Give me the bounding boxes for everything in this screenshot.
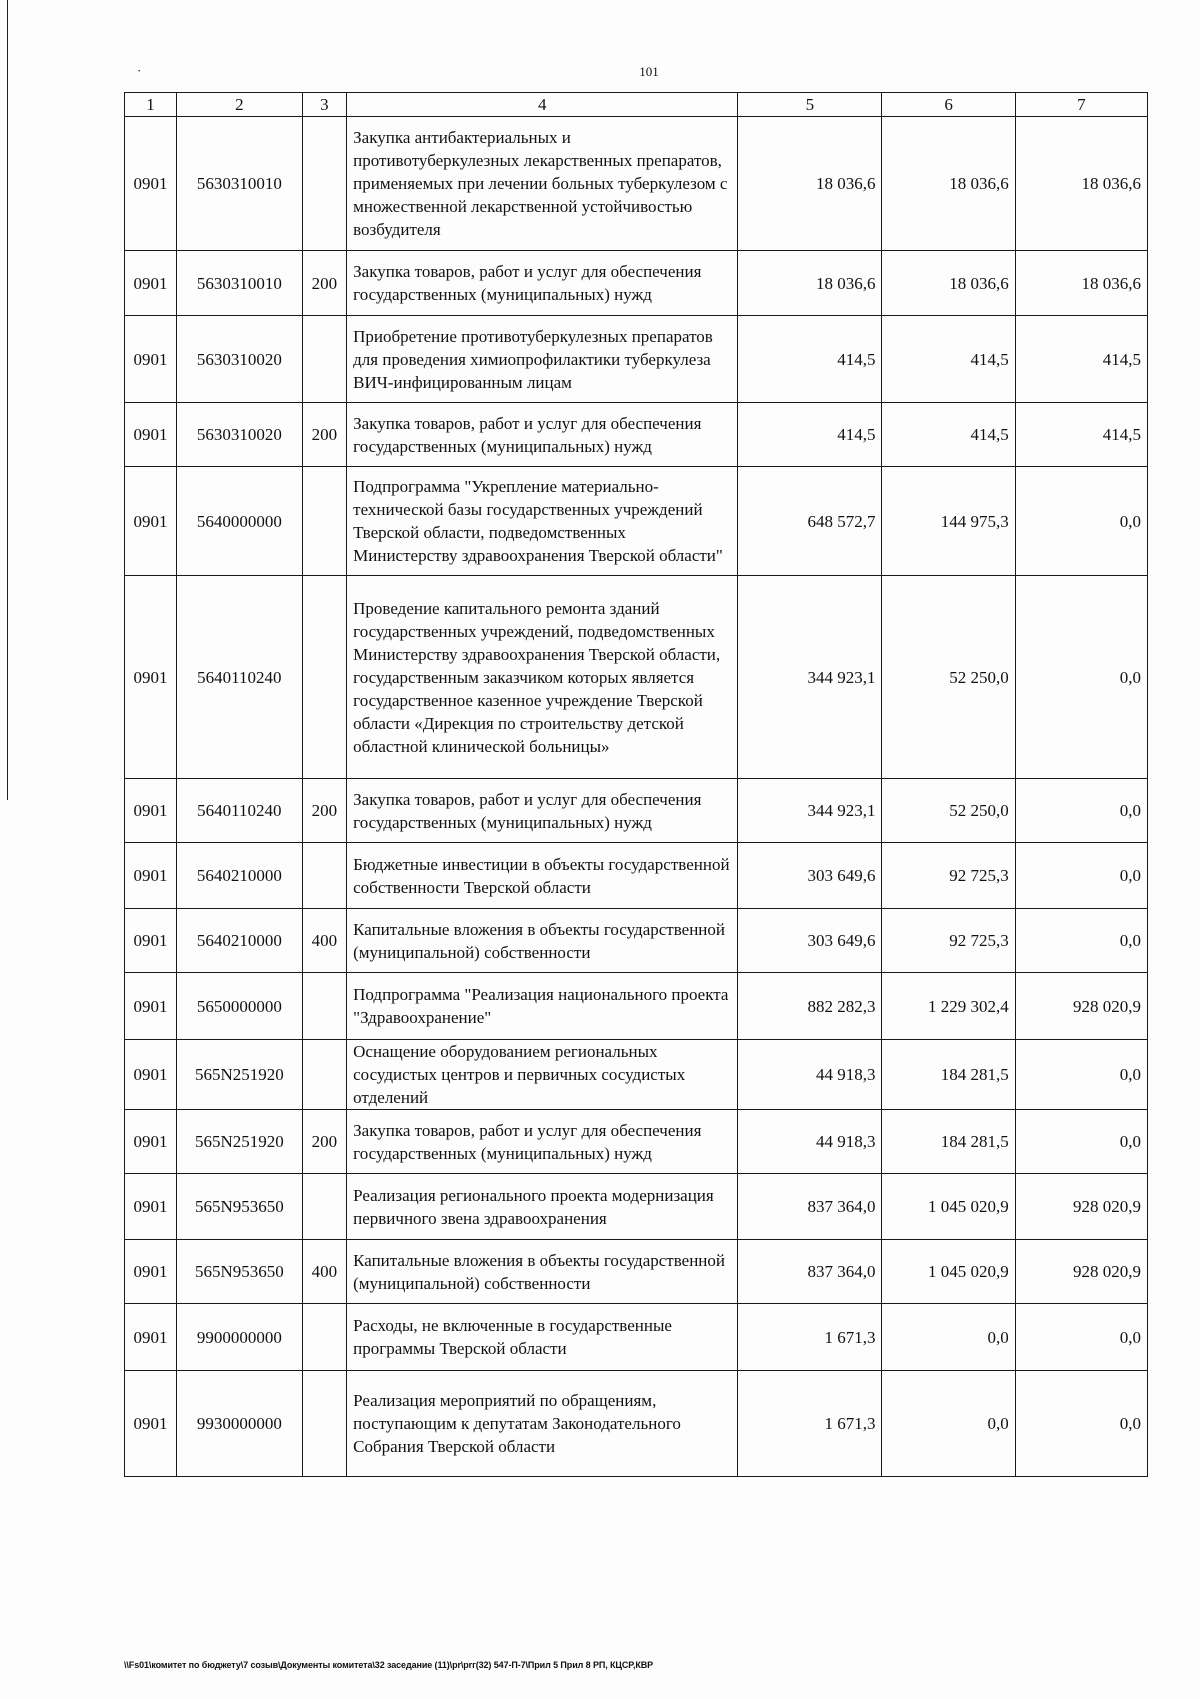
table-row xyxy=(125,973,1148,1040)
table-row xyxy=(125,316,1148,403)
target-code-cell: 5640110240 xyxy=(177,576,303,779)
target-code-cell: 565N953650 xyxy=(177,1240,303,1304)
name-cell: Капитальные вложения в объекты государственной (муниципальной) собственности xyxy=(347,909,738,973)
table-row xyxy=(125,1240,1148,1304)
amount-year2-cell: 0,0 xyxy=(882,1304,1015,1371)
amount-year1-cell: 344 923,1 xyxy=(738,576,882,779)
name-cell: Реализация регионального проекта модернизация первичного звена здравоохранения xyxy=(347,1174,738,1240)
amount-year2-cell: 18 036,6 xyxy=(882,117,1015,251)
table-row xyxy=(125,1174,1148,1240)
amount-year1-cell: 837 364,0 xyxy=(738,1240,882,1304)
expense-type-cell xyxy=(302,843,346,909)
header-cell-year3: 7 xyxy=(1015,93,1147,117)
name-cell: Оснащение оборудованием региональных сосудистых центров и первичных сосудистых отделений xyxy=(347,1040,738,1110)
section-cell: 0901 xyxy=(125,316,177,403)
amount-year3-cell: 0,0 xyxy=(1015,467,1147,576)
section-cell: 0901 xyxy=(125,1174,177,1240)
amount-year3-cell: 928 020,9 xyxy=(1015,1240,1147,1304)
name-cell: Бюджетные инвестиции в объекты государственной собственности Тверской области xyxy=(347,843,738,909)
amount-year2-cell: 52 250,0 xyxy=(882,779,1015,843)
amount-year2-cell: 144 975,3 xyxy=(882,467,1015,576)
expense-type-cell: 200 xyxy=(302,779,346,843)
page-left-edge-line xyxy=(0,0,8,800)
target-code-cell: 5630310010 xyxy=(177,251,303,316)
expense-type-cell xyxy=(302,1371,346,1477)
name-cell: Закупка товаров, работ и услуг для обеспечения государственных (муниципальных) нужд xyxy=(347,779,738,843)
target-code-cell: 565N251920 xyxy=(177,1110,303,1174)
section-cell: 0901 xyxy=(125,779,177,843)
amount-year3-cell: 414,5 xyxy=(1015,403,1147,467)
header-cell-target: 2 xyxy=(177,93,303,117)
table-header xyxy=(125,93,1148,117)
section-cell: 0901 xyxy=(125,973,177,1040)
name-cell: Закупка товаров, работ и услуг для обеспечения государственных (муниципальных) нужд xyxy=(347,251,738,316)
name-cell: Проведение капитального ремонта зданий государственных учреждений, подведомственных Министерству здравоохранения Тверской области, государственным заказчиком которых является государственное казенное учреждение Тверской области «Дирекция по строительству детской областной клинической больницы» xyxy=(347,576,738,779)
section-cell: 0901 xyxy=(125,1304,177,1371)
amount-year3-cell: 0,0 xyxy=(1015,779,1147,843)
table-row xyxy=(125,251,1148,316)
table-row xyxy=(125,1110,1148,1174)
name-cell: Капитальные вложения в объекты государственной (муниципальной) собственности xyxy=(347,1240,738,1304)
amount-year3-cell: 18 036,6 xyxy=(1015,251,1147,316)
name-cell: Закупка товаров, работ и услуг для обеспечения государственных (муниципальных) нужд xyxy=(347,1110,738,1174)
table-row xyxy=(125,779,1148,843)
footer-file-path: \\Fs01\комитет по бюджету\7 созыв\Документы комитета\32 заседание (11)\pr\prг(32) 547-П-7\Прил 5 Прил 8 РП, КЦСР,КВР xyxy=(124,1660,654,1670)
amount-year2-cell: 92 725,3 xyxy=(882,909,1015,973)
amount-year2-cell: 92 725,3 xyxy=(882,843,1015,909)
amount-year3-cell: 0,0 xyxy=(1015,1110,1147,1174)
target-code-cell: 565N953650 xyxy=(177,1174,303,1240)
amount-year3-cell: 0,0 xyxy=(1015,1040,1147,1110)
expense-type-cell xyxy=(302,117,346,251)
name-cell: Расходы, не включенные в государственные программы Тверской области xyxy=(347,1304,738,1371)
amount-year2-cell: 0,0 xyxy=(882,1371,1015,1477)
section-cell: 0901 xyxy=(125,1240,177,1304)
table-body xyxy=(125,117,1148,1477)
header-row xyxy=(125,93,1148,117)
target-code-cell: 5630310020 xyxy=(177,403,303,467)
amount-year1-cell: 44 918,3 xyxy=(738,1040,882,1110)
expense-type-cell: 400 xyxy=(302,909,346,973)
amount-year3-cell: 928 020,9 xyxy=(1015,973,1147,1040)
expense-type-cell xyxy=(302,576,346,779)
amount-year1-cell: 344 923,1 xyxy=(738,779,882,843)
amount-year1-cell: 414,5 xyxy=(738,403,882,467)
header-cell-name: 4 xyxy=(347,93,738,117)
amount-year3-cell: 0,0 xyxy=(1015,909,1147,973)
amount-year1-cell: 414,5 xyxy=(738,316,882,403)
section-cell: 0901 xyxy=(125,117,177,251)
table-row xyxy=(125,1304,1148,1371)
table-row xyxy=(125,117,1148,251)
name-cell: Закупка товаров, работ и услуг для обеспечения государственных (муниципальных) нужд xyxy=(347,403,738,467)
amount-year3-cell: 0,0 xyxy=(1015,1371,1147,1477)
amount-year3-cell: 18 036,6 xyxy=(1015,117,1147,251)
target-code-cell: 5650000000 xyxy=(177,973,303,1040)
table-row xyxy=(125,467,1148,576)
amount-year1-cell: 18 036,6 xyxy=(738,117,882,251)
name-cell: Подпрограмма "Укрепление материально-технической базы государственных учреждений Тверской области, подведомственных Министерству здравоохранения Тверской области" xyxy=(347,467,738,576)
expense-type-cell xyxy=(302,316,346,403)
target-code-cell: 5630310020 xyxy=(177,316,303,403)
section-cell: 0901 xyxy=(125,1371,177,1477)
target-code-cell: 5640210000 xyxy=(177,909,303,973)
expense-type-cell: 200 xyxy=(302,1110,346,1174)
amount-year2-cell: 184 281,5 xyxy=(882,1110,1015,1174)
expense-type-cell: 400 xyxy=(302,1240,346,1304)
amount-year1-cell: 648 572,7 xyxy=(738,467,882,576)
amount-year1-cell: 44 918,3 xyxy=(738,1110,882,1174)
table-row xyxy=(125,576,1148,779)
section-cell: 0901 xyxy=(125,843,177,909)
amount-year3-cell: 0,0 xyxy=(1015,1304,1147,1371)
section-cell: 0901 xyxy=(125,576,177,779)
expense-type-cell: 200 xyxy=(302,251,346,316)
expense-type-cell xyxy=(302,467,346,576)
amount-year2-cell: 1 045 020,9 xyxy=(882,1240,1015,1304)
header-cell-section: 1 xyxy=(125,93,177,117)
header-cell-year1: 5 xyxy=(738,93,882,117)
amount-year2-cell: 18 036,6 xyxy=(882,251,1015,316)
target-code-cell: 565N251920 xyxy=(177,1040,303,1110)
target-code-cell: 5640000000 xyxy=(177,467,303,576)
amount-year3-cell: 0,0 xyxy=(1015,843,1147,909)
amount-year1-cell: 882 282,3 xyxy=(738,973,882,1040)
name-cell: Реализация мероприятий по обращениям, поступающим к депутатам Законодательного Собрания Тверской области xyxy=(347,1371,738,1477)
scan-mark: · xyxy=(137,63,142,78)
section-cell: 0901 xyxy=(125,1110,177,1174)
section-cell: 0901 xyxy=(125,1040,177,1110)
amount-year2-cell: 184 281,5 xyxy=(882,1040,1015,1110)
amount-year2-cell: 1 229 302,4 xyxy=(882,973,1015,1040)
amount-year1-cell: 1 671,3 xyxy=(738,1371,882,1477)
name-cell: Подпрограмма "Реализация национального проекта "Здравоохранение" xyxy=(347,973,738,1040)
table-row xyxy=(125,909,1148,973)
section-cell: 0901 xyxy=(125,403,177,467)
amount-year2-cell: 52 250,0 xyxy=(882,576,1015,779)
expense-type-cell xyxy=(302,1174,346,1240)
table-row xyxy=(125,1371,1148,1477)
header-cell-type: 3 xyxy=(302,93,346,117)
amount-year3-cell: 0,0 xyxy=(1015,576,1147,779)
budget-table xyxy=(124,92,1148,1477)
target-code-cell: 5640110240 xyxy=(177,779,303,843)
amount-year1-cell: 1 671,3 xyxy=(738,1304,882,1371)
amount-year2-cell: 1 045 020,9 xyxy=(882,1174,1015,1240)
expense-type-cell xyxy=(302,973,346,1040)
section-cell: 0901 xyxy=(125,251,177,316)
expense-type-cell: 200 xyxy=(302,403,346,467)
target-code-cell: 5640210000 xyxy=(177,843,303,909)
amount-year2-cell: 414,5 xyxy=(882,316,1015,403)
amount-year3-cell: 928 020,9 xyxy=(1015,1174,1147,1240)
section-cell: 0901 xyxy=(125,909,177,973)
section-cell: 0901 xyxy=(125,467,177,576)
target-code-cell: 5630310010 xyxy=(177,117,303,251)
amount-year2-cell: 414,5 xyxy=(882,403,1015,467)
amount-year1-cell: 837 364,0 xyxy=(738,1174,882,1240)
amount-year3-cell: 414,5 xyxy=(1015,316,1147,403)
target-code-cell: 9900000000 xyxy=(177,1304,303,1371)
amount-year1-cell: 303 649,6 xyxy=(738,909,882,973)
table-row xyxy=(125,843,1148,909)
name-cell: Закупка антибактериальных и противотуберкулезных лекарственных препаратов, применяемых при лечении больных туберкулезом с множественной лекарственной устойчивостью возбудителя xyxy=(347,117,738,251)
header-cell-year2: 6 xyxy=(882,93,1015,117)
amount-year1-cell: 18 036,6 xyxy=(738,251,882,316)
expense-type-cell xyxy=(302,1304,346,1371)
name-cell: Приобретение противотуберкулезных препаратов для проведения химиопрофилактики туберкулеза ВИЧ-инфицированным лицам xyxy=(347,316,738,403)
amount-year1-cell: 303 649,6 xyxy=(738,843,882,909)
page-number: 101 xyxy=(639,64,659,79)
target-code-cell: 9930000000 xyxy=(177,1371,303,1477)
table-row xyxy=(125,1040,1148,1110)
table-row xyxy=(125,403,1148,467)
expense-type-cell xyxy=(302,1040,346,1110)
